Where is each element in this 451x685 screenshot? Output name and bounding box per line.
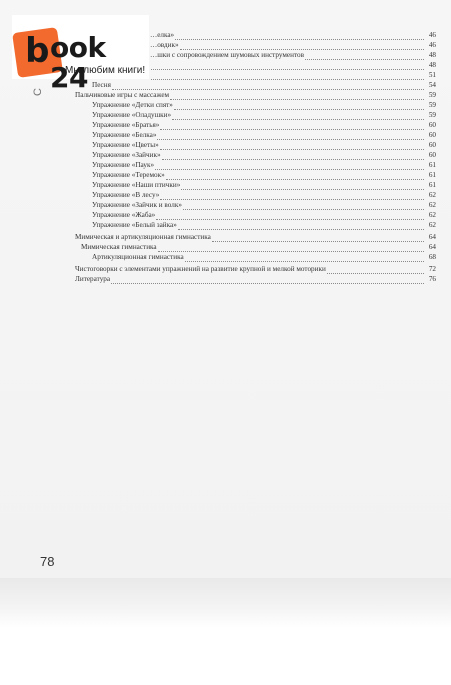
- toc-entry: Упражнение «Зайчик» 60: [92, 151, 436, 159]
- logo-letter: b: [25, 31, 50, 72]
- toc-entry: Упражнение «Зайчик и волк» 62: [92, 201, 436, 209]
- logo-tagline: Мы любим книги!: [65, 65, 146, 76]
- page-number: 78: [40, 554, 55, 569]
- toc-entry: 51: [150, 70, 436, 80]
- toc-entry: Упражнение «Паук» 61: [92, 161, 436, 169]
- logo-wordmark: ook 24: [50, 31, 106, 94]
- toc-entry: …овдик» 46: [150, 41, 436, 49]
- toc-entry: Упражнение «Белый зайка» 62: [92, 221, 436, 229]
- book24-logo: [12, 15, 149, 94]
- toc-entry: Упражнение «Теремок» 61: [92, 171, 436, 179]
- toc-entry: Упражнение «Братья» 60: [92, 121, 436, 129]
- toc-entry: Упражнение «Белка» 60: [92, 131, 436, 139]
- page-bottom-edge: [0, 578, 451, 628]
- toc-entry: …елка» 46: [150, 31, 436, 39]
- toc-entry: 48: [150, 60, 436, 70]
- toc-entry: Упражнение «Оладушки» 59: [92, 111, 436, 119]
- toc-entry: Упражнение «В лесу» 62: [92, 191, 436, 199]
- toc-entry: Песня 54: [92, 81, 436, 89]
- toc-entry: …шки с сопровождением шумовых инструментов 48: [150, 51, 436, 59]
- toc-entry: Упражнение «Детки спят» 59: [92, 101, 436, 109]
- toc-entry: Артикуляционная гимнастика 68: [92, 253, 436, 261]
- toc-entry: Упражнение «Жаба» 62: [92, 211, 436, 219]
- side-margin-letter: С: [32, 88, 44, 96]
- toc-entry: Мимическая гимнастика 64: [81, 243, 436, 251]
- toc-entry: Пальчиковые игры с массажем 59: [75, 91, 436, 99]
- toc-entry: Литература 76: [75, 275, 436, 283]
- toc-entry: Упражнение «Наши птички» 61: [92, 181, 436, 189]
- toc-entry: Упражнение «Цветы» 60: [92, 141, 436, 149]
- toc-entry: Мимическая и артикуляционная гимнастика 64: [75, 233, 436, 241]
- toc-entry: Чистоговорки с элементами упражнений на развитие крупной и мелкой моторики 72: [75, 265, 436, 273]
